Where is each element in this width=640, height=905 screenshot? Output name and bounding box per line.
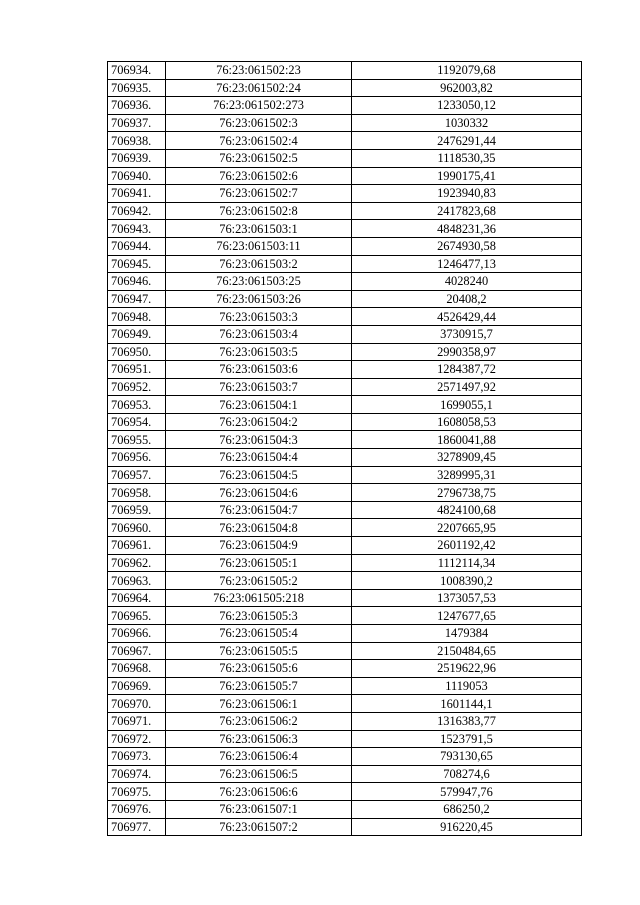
row-number-cell: 706950. <box>108 343 166 361</box>
cadastral-value-cell: 4526429,44 <box>352 308 582 326</box>
table-row <box>108 237 582 255</box>
table-row <box>108 501 582 519</box>
cadastral-value-cell: 708274,6 <box>352 765 582 783</box>
table-row <box>108 660 582 678</box>
cadastral-number-cell: 76:23:061502:5 <box>166 149 352 167</box>
cadastral-number-cell: 76:23:061504:8 <box>166 519 352 537</box>
row-number-cell: 706941. <box>108 185 166 203</box>
row-number-cell: 706954. <box>108 413 166 431</box>
cadastral-value-cell: 2571497,92 <box>352 378 582 396</box>
table-row <box>108 537 582 555</box>
cadastral-number-cell: 76:23:061503:7 <box>166 378 352 396</box>
cadastral-number-cell: 76:23:061505:1 <box>166 554 352 572</box>
cadastral-value-cell: 1247677,65 <box>352 607 582 625</box>
cadastral-value-cell: 1119053 <box>352 677 582 695</box>
cadastral-value-cell: 1284387,72 <box>352 361 582 379</box>
table-row <box>108 783 582 801</box>
row-number-cell: 706971. <box>108 712 166 730</box>
cadastral-number-cell: 76:23:061504:3 <box>166 431 352 449</box>
cadastral-number-cell: 76:23:061502:7 <box>166 185 352 203</box>
table-row <box>108 396 582 414</box>
cadastral-value-cell: 2601192,42 <box>352 537 582 555</box>
table-row <box>108 413 582 431</box>
row-number-cell: 706969. <box>108 677 166 695</box>
cadastral-value-cell: 1990175,41 <box>352 167 582 185</box>
row-number-cell: 706977. <box>108 818 166 836</box>
table-row <box>108 255 582 273</box>
row-number-cell: 706942. <box>108 202 166 220</box>
cadastral-value-cell: 4848231,36 <box>352 220 582 238</box>
cadastral-value-cell: 2150484,65 <box>352 642 582 660</box>
table-row <box>108 642 582 660</box>
cadastral-number-cell: 76:23:061506:5 <box>166 765 352 783</box>
table-row <box>108 220 582 238</box>
row-number-cell: 706970. <box>108 695 166 713</box>
row-number-cell: 706962. <box>108 554 166 572</box>
table-body <box>108 62 582 836</box>
cadastral-value-cell: 2207665,95 <box>352 519 582 537</box>
table-row <box>108 712 582 730</box>
cadastral-number-cell: 76:23:061503:25 <box>166 273 352 291</box>
cadastral-value-cell: 686250,2 <box>352 800 582 818</box>
cadastral-number-cell: 76:23:061503:11 <box>166 237 352 255</box>
row-number-cell: 706955. <box>108 431 166 449</box>
cadastral-number-cell: 76:23:061503:6 <box>166 361 352 379</box>
row-number-cell: 706976. <box>108 800 166 818</box>
cadastral-number-cell: 76:23:061504:2 <box>166 413 352 431</box>
cadastral-number-cell: 76:23:061505:6 <box>166 660 352 678</box>
cadastral-number-cell: 76:23:061504:7 <box>166 501 352 519</box>
row-number-cell: 706936. <box>108 97 166 115</box>
table-row <box>108 273 582 291</box>
cadastral-value-cell: 1923940,83 <box>352 185 582 203</box>
cadastral-number-cell: 76:23:061504:4 <box>166 449 352 467</box>
table-row <box>108 431 582 449</box>
row-number-cell: 706956. <box>108 449 166 467</box>
table-row <box>108 97 582 115</box>
cadastral-value-cell: 1601144,1 <box>352 695 582 713</box>
cadastral-number-cell: 76:23:061502:6 <box>166 167 352 185</box>
cadastral-value-cell: 4028240 <box>352 273 582 291</box>
cadastral-value-cell: 2674930,58 <box>352 237 582 255</box>
table-row <box>108 132 582 150</box>
cadastral-value-cell: 1192079,68 <box>352 62 582 80</box>
table-row <box>108 677 582 695</box>
cadastral-value-cell: 1608058,53 <box>352 413 582 431</box>
cadastral-value-cell: 2476291,44 <box>352 132 582 150</box>
table-row <box>108 589 582 607</box>
table-row <box>108 625 582 643</box>
row-number-cell: 706965. <box>108 607 166 625</box>
table-row <box>108 62 582 80</box>
cadastral-number-cell: 76:23:061502:8 <box>166 202 352 220</box>
cadastral-value-cell: 20408,2 <box>352 290 582 308</box>
table-row <box>108 185 582 203</box>
cadastral-value-cell: 2519622,96 <box>352 660 582 678</box>
cadastral-number-cell: 76:23:061503:26 <box>166 290 352 308</box>
row-number-cell: 706966. <box>108 625 166 643</box>
table-row <box>108 695 582 713</box>
row-number-cell: 706937. <box>108 114 166 132</box>
row-number-cell: 706961. <box>108 537 166 555</box>
cadastral-value-cell: 3289995,31 <box>352 466 582 484</box>
cadastral-value-cell: 2796738,75 <box>352 484 582 502</box>
cadastral-number-cell: 76:23:061507:1 <box>166 800 352 818</box>
table-row <box>108 607 582 625</box>
table-row <box>108 325 582 343</box>
cadastral-number-cell: 76:23:061505:3 <box>166 607 352 625</box>
row-number-cell: 706963. <box>108 572 166 590</box>
table-row <box>108 765 582 783</box>
cadastral-number-cell: 76:23:061502:23 <box>166 62 352 80</box>
row-number-cell: 706944. <box>108 237 166 255</box>
row-number-cell: 706974. <box>108 765 166 783</box>
cadastral-value-table <box>107 61 582 836</box>
cadastral-value-cell: 1479384 <box>352 625 582 643</box>
row-number-cell: 706960. <box>108 519 166 537</box>
cadastral-number-cell: 76:23:061502:4 <box>166 132 352 150</box>
row-number-cell: 706935. <box>108 79 166 97</box>
row-number-cell: 706939. <box>108 149 166 167</box>
cadastral-number-cell: 76:23:061505:2 <box>166 572 352 590</box>
cadastral-value-cell: 1008390,2 <box>352 572 582 590</box>
cadastral-number-cell: 76:23:061503:2 <box>166 255 352 273</box>
row-number-cell: 706964. <box>108 589 166 607</box>
table-row <box>108 519 582 537</box>
table-row <box>108 290 582 308</box>
cadastral-value-cell: 1316383,77 <box>352 712 582 730</box>
cadastral-number-cell: 76:23:061504:6 <box>166 484 352 502</box>
table-row <box>108 800 582 818</box>
table-row <box>108 167 582 185</box>
cadastral-value-cell: 793130,65 <box>352 748 582 766</box>
row-number-cell: 706947. <box>108 290 166 308</box>
row-number-cell: 706949. <box>108 325 166 343</box>
table-row <box>108 818 582 836</box>
cadastral-number-cell: 76:23:061505:4 <box>166 625 352 643</box>
cadastral-value-cell: 1523791,5 <box>352 730 582 748</box>
cadastral-number-cell: 76:23:061506:3 <box>166 730 352 748</box>
cadastral-number-cell: 76:23:061506:4 <box>166 748 352 766</box>
table-row <box>108 554 582 572</box>
row-number-cell: 706945. <box>108 255 166 273</box>
cadastral-number-cell: 76:23:061505:218 <box>166 589 352 607</box>
cadastral-number-cell: 76:23:061506:2 <box>166 712 352 730</box>
table-row <box>108 361 582 379</box>
row-number-cell: 706959. <box>108 501 166 519</box>
cadastral-number-cell: 76:23:061503:5 <box>166 343 352 361</box>
cadastral-value-cell: 4824100,68 <box>352 501 582 519</box>
table-row <box>108 343 582 361</box>
table-row <box>108 449 582 467</box>
cadastral-value-cell: 1373057,53 <box>352 589 582 607</box>
table-row <box>108 572 582 590</box>
cadastral-value-cell: 1246477,13 <box>352 255 582 273</box>
table-row <box>108 484 582 502</box>
cadastral-number-cell: 76:23:061506:1 <box>166 695 352 713</box>
cadastral-number-cell: 76:23:061505:7 <box>166 677 352 695</box>
cadastral-value-cell: 1233050,12 <box>352 97 582 115</box>
cadastral-number-cell: 76:23:061503:1 <box>166 220 352 238</box>
cadastral-number-cell: 76:23:061507:2 <box>166 818 352 836</box>
cadastral-value-cell: 2417823,68 <box>352 202 582 220</box>
row-number-cell: 706943. <box>108 220 166 238</box>
cadastral-value-cell: 962003,82 <box>352 79 582 97</box>
row-number-cell: 706946. <box>108 273 166 291</box>
cadastral-number-cell: 76:23:061505:5 <box>166 642 352 660</box>
cadastral-value-cell: 3278909,45 <box>352 449 582 467</box>
cadastral-number-cell: 76:23:061502:273 <box>166 97 352 115</box>
row-number-cell: 706973. <box>108 748 166 766</box>
cadastral-number-cell: 76:23:061504:1 <box>166 396 352 414</box>
cadastral-number-cell: 76:23:061502:3 <box>166 114 352 132</box>
cadastral-value-cell: 3730915,7 <box>352 325 582 343</box>
row-number-cell: 706952. <box>108 378 166 396</box>
cadastral-value-cell: 916220,45 <box>352 818 582 836</box>
row-number-cell: 706951. <box>108 361 166 379</box>
cadastral-number-cell: 76:23:061506:6 <box>166 783 352 801</box>
table-row <box>108 202 582 220</box>
cadastral-number-cell: 76:23:061503:3 <box>166 308 352 326</box>
row-number-cell: 706934. <box>108 62 166 80</box>
row-number-cell: 706940. <box>108 167 166 185</box>
cadastral-value-cell: 1030332 <box>352 114 582 132</box>
cadastral-value-cell: 1112114,34 <box>352 554 582 572</box>
table-row <box>108 308 582 326</box>
table-row <box>108 114 582 132</box>
cadastral-value-cell: 1699055,1 <box>352 396 582 414</box>
row-number-cell: 706957. <box>108 466 166 484</box>
row-number-cell: 706968. <box>108 660 166 678</box>
cadastral-value-cell: 2990358,97 <box>352 343 582 361</box>
row-number-cell: 706938. <box>108 132 166 150</box>
table-row <box>108 79 582 97</box>
row-number-cell: 706967. <box>108 642 166 660</box>
cadastral-number-cell: 76:23:061503:4 <box>166 325 352 343</box>
cadastral-value-cell: 1860041,88 <box>352 431 582 449</box>
table-row <box>108 378 582 396</box>
cadastral-number-cell: 76:23:061504:5 <box>166 466 352 484</box>
row-number-cell: 706958. <box>108 484 166 502</box>
cadastral-value-cell: 579947,76 <box>352 783 582 801</box>
row-number-cell: 706972. <box>108 730 166 748</box>
table-row <box>108 466 582 484</box>
row-number-cell: 706975. <box>108 783 166 801</box>
row-number-cell: 706953. <box>108 396 166 414</box>
table-row <box>108 748 582 766</box>
row-number-cell: 706948. <box>108 308 166 326</box>
cadastral-number-cell: 76:23:061502:24 <box>166 79 352 97</box>
cadastral-number-cell: 76:23:061504:9 <box>166 537 352 555</box>
cadastral-value-cell: 1118530,35 <box>352 149 582 167</box>
table-row <box>108 149 582 167</box>
table-row <box>108 730 582 748</box>
